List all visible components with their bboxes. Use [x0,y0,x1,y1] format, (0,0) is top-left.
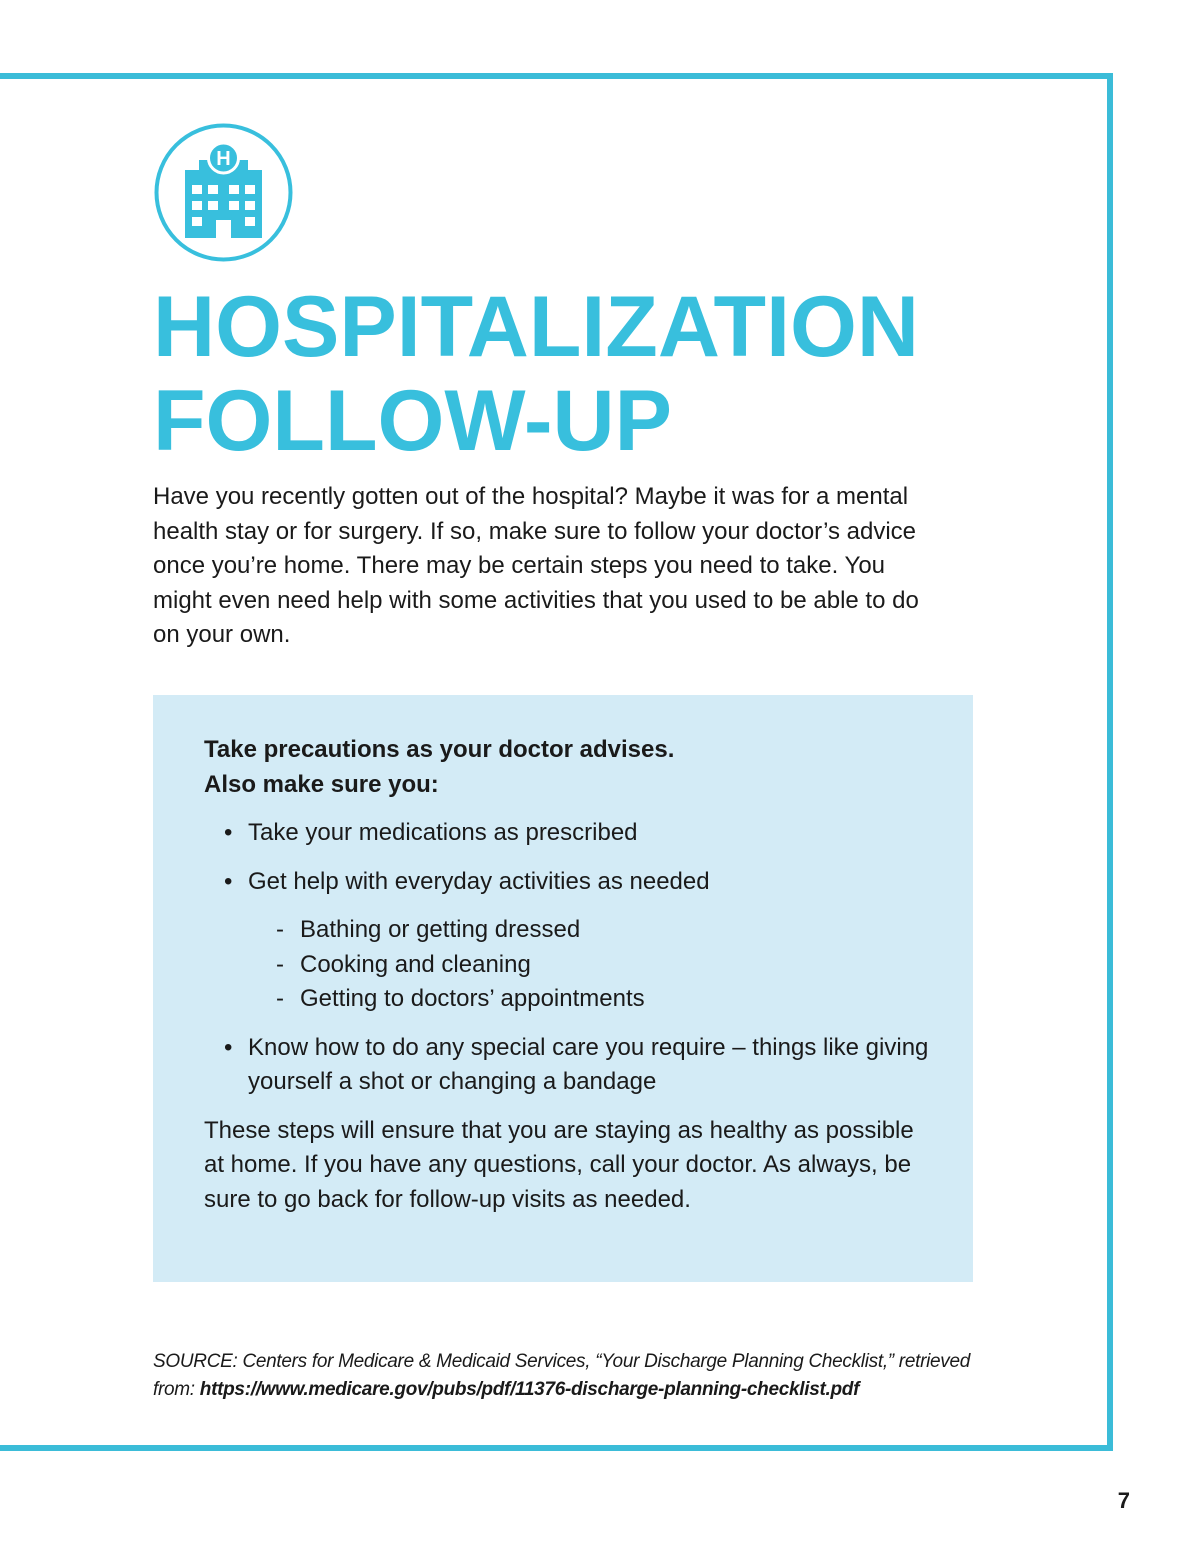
source-link[interactable]: https://www.medicare.gov/pubs/pdf/11376-discharge-planning-checklist.pdf [199,1379,860,1400]
bullet-glyph: • [224,867,233,895]
activities-sublist [248,913,933,1017]
title-line-2: FOLLOW-UP [153,373,672,469]
title-line-1: HOSPITALIZATION [153,279,919,375]
sub-list-item-text: Getting to doctors’ appointments [300,985,645,1012]
sub-list-item-text: Bathing or getting dressed [300,916,581,943]
bullet-glyph: • [224,1033,233,1061]
sub-list-item-text: Cooking and cleaning [300,950,531,978]
hospital-building-icon [153,122,294,263]
source-text: SOURCE: Centers for Medicare & Medicaid Services, “Your Discharge Planning Checklist,” retrieved from: [153,1351,971,1400]
list-item [204,1031,933,1100]
list-item-text: Know how to do any special care you require – things like giving yourself a shot or changing a bandage [248,1033,929,1095]
callout-heading [204,733,933,802]
sub-list-item [248,948,933,983]
list-item [204,816,933,851]
page-number: 7 [1117,1488,1130,1513]
intro-paragraph: Have you recently gotten out of the hospital? Maybe it was for a mental health stay or for surgery. If so, make sure to follow your doctor’s advice once you’re home. There may be certain steps you need to take. You might even need help with some activities that you used to be able to do on your own. [153,483,919,648]
list-item-text: Take your medications as prescribed [248,819,638,846]
dash-glyph: - [276,985,284,1012]
precautions-list [204,816,933,1100]
list-item-text: Get help with everyday activities as needed [248,867,710,895]
precautions-callout-box [153,695,973,1282]
callout-heading-line-1: Take precautions as your doctor advises. [204,736,675,763]
callout-heading-line-2: Also make sure you: [204,770,439,798]
sub-list-item [248,982,933,1017]
bullet-glyph: • [224,819,233,846]
svg-text:H: H [216,148,231,170]
sub-list-item [248,913,933,948]
page-title [153,280,919,468]
source-citation [153,1348,1013,1404]
closing-paragraph: These steps will ensure that you are staying as healthy as possible at home. If you have any questions, call your doctor. As always, be sure to go back for follow-up visits as needed. [204,1116,914,1213]
dash-glyph: - [276,916,284,943]
list-item [204,865,933,1017]
dash-glyph: - [276,950,284,978]
